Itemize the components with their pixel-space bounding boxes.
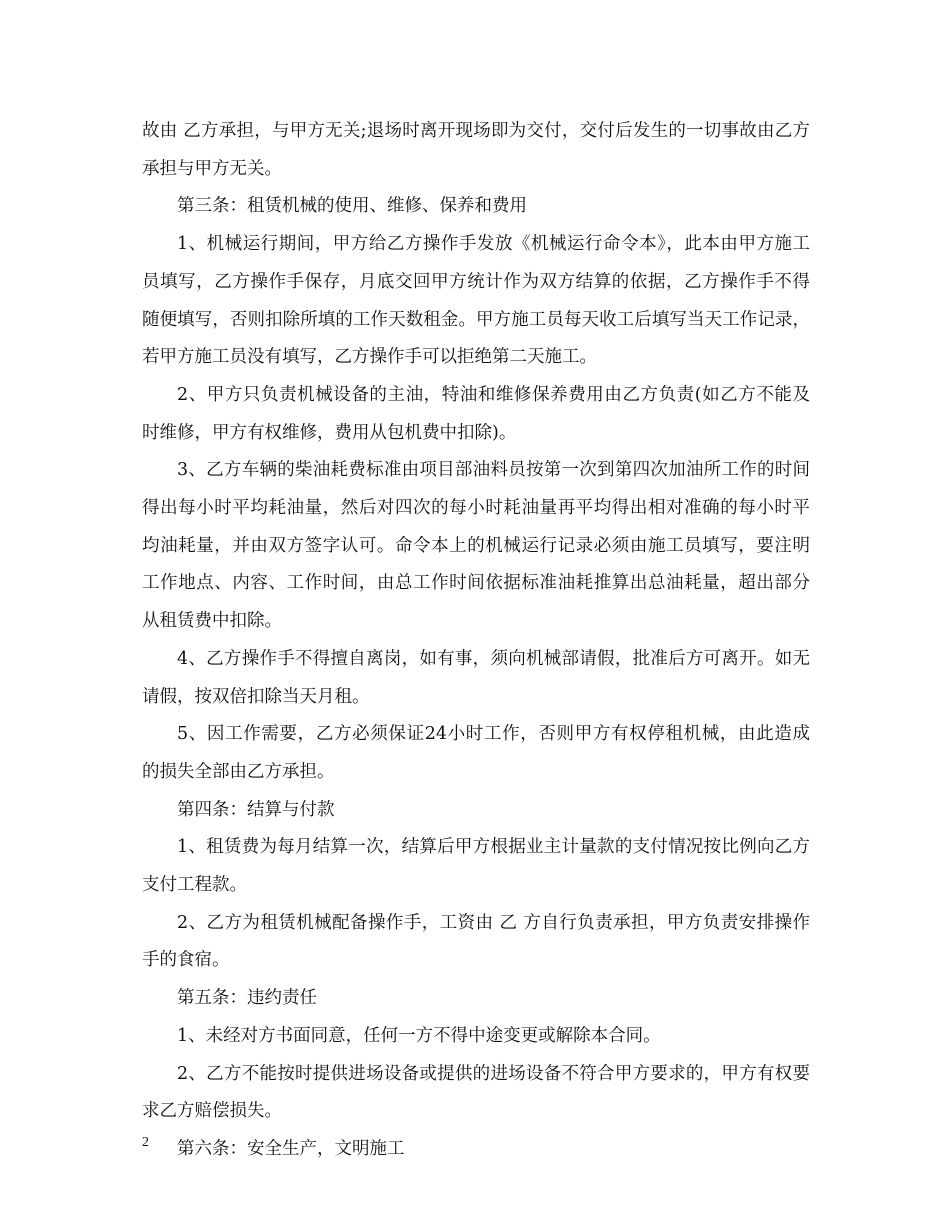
paragraph: 1、机械运行期间，甲方给乙方操作手发放《机械运行命令本》，此本由甲方施工 员填写，乙方操作手保存，月底交回甲方统计作为双方结算的依据，乙方操作手不得 随便填写，否则扣除所填的工作天数租金。甲方施工员每天收工后填写当天工作记录， 若甲方施工员没有填写，乙方操作手可以拒绝第二天施工。 xyxy=(142,234,810,368)
paragraph: 1、未经对方书面同意，任何一方不得中途变更或解除本合同。 xyxy=(177,1025,661,1046)
document-body xyxy=(142,113,810,1169)
paragraph: 3、乙方车辆的柴油耗费标准由项目部油料员按第一次到第四次加油所工作的时间 得出每小时平均耗油量，然后对四次的每小时耗油量再平均得出相对准确的每小时平 均油耗量，并由双方签字认可。命令本上的机械运行记录必须由施工员填写，要注明 工作地点、内容、工作时间，由总工作时间依据标准油耗推算出总油耗量，超出部分 从租赁费中扣除。 xyxy=(142,460,810,632)
section-heading: 第五条：违约责任 xyxy=(177,988,317,1009)
paragraph: 5、因工作需要，乙方必须保证24小时工作，否则甲方有权停租机械，由此造成 的损失全部由乙方承担。 xyxy=(142,724,810,782)
paragraph: 1、租赁费为每月结算一次，结算后甲方根据业主计量款的支付情况按比例向乙方 支付工程款。 xyxy=(142,837,810,896)
paragraph: 2、乙方为租赁机械配备操作手，工资由 乙 方自行负责承担，甲方负责安排操作手的食宿。 xyxy=(142,912,810,971)
paragraph: 故由 乙方承担，与甲方无关;退场时离开现场即为交付，交付后发生的一切事故由乙方承担与甲方无关。 xyxy=(142,121,810,179)
section-heading: 第四条：结算与付款 xyxy=(177,799,335,820)
paragraph: 2、甲方只负责机械设备的主油，特油和维修保养费用由乙方负责(如乙方不能及 时维修，甲方有权维修，费用从包机费中扣除)。 xyxy=(142,384,810,443)
page-number: 2 xyxy=(142,1135,149,1150)
paragraph: 4、乙方操作手不得擅自离岗，如有事，须向机械部请假，批准后方可离开。如无 请假，按双倍扣除当天月租。 xyxy=(142,648,810,707)
paragraph: 2、乙方不能按时提供进场设备或提供的进场设备不符合甲方要求的，甲方有权要 求乙方赔偿损失。 xyxy=(142,1063,810,1122)
section-heading: 第六条：安全生产，文明施工 xyxy=(177,1138,405,1159)
section-heading: 第三条：租赁机械的使用、维修、保养和费用 xyxy=(177,196,527,217)
